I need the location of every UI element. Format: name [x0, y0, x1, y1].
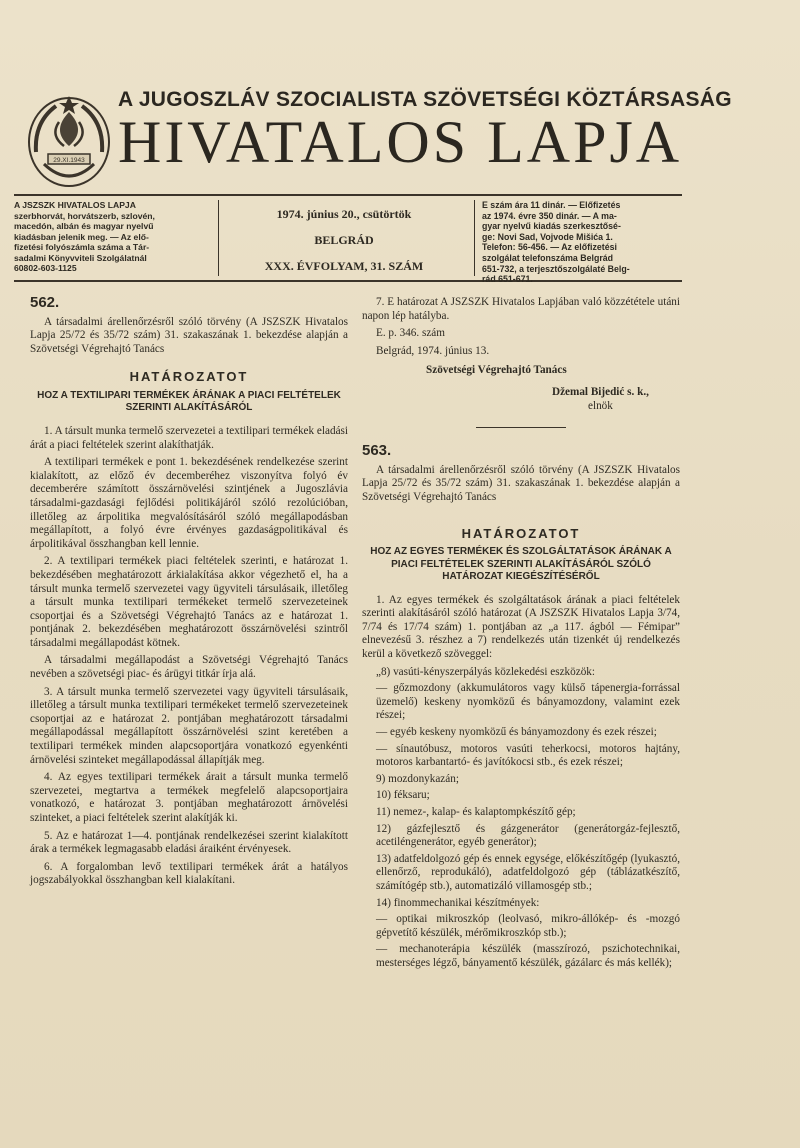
list-item: — optikai mikroszkóp (leolvasó, mikro-állókép- és -mozgó gépvetítő készülék, mérőmikroszkóp stb.);: [376, 913, 680, 939]
price-info-line: szolgálat telefonszáma Belgrád: [482, 252, 614, 263]
list-item: — gőzmozdony (akkumulátoros vagy külső tápenergia-forrással üzemelő) keskeny nyomközű és bányamozdony, valamint ezek részei;: [376, 682, 680, 722]
signatory-title: elnök: [588, 399, 613, 412]
decree-paragraph: 1. A társult munka termelő szervezetei a textilipari termékek eladási árát a piaci feltételek szerint alakíthatják.: [30, 424, 348, 451]
price-info-line: ge: Novi Sad, Vojvode Mišića 1.: [482, 231, 613, 242]
decree-heading: HATÁROZATOT: [129, 369, 249, 385]
header-rule-top: [14, 194, 682, 196]
decree-paragraph: 2. A textilipari termékek piaci feltételek szerinti, e határozat 1. bekezdésében meghatározott árkialakítása akkor végezhető el, ha a társult munka termelő szervezetei vagy ügyviteli társulásaik, illetőleg a társult munka textilipari termékeket termelő szervezeteinek csoportjai és a Szövetségi Végrehajtó Tanács az e határozat 1. pontjának 2. bekezdésében meghatározott összárnövelési szintről társadalmi megállapodást kötnek.: [30, 555, 348, 649]
list-item: — egyéb keskeny nyomközű és bányamozdony és ezek részei;: [376, 725, 657, 738]
issue-date: 1974. június 20., csütörtök: [276, 207, 412, 221]
decree-place-date: Belgrád, 1974. június 13.: [376, 344, 490, 357]
price-info-line: E szám ára 11 dinár. — Előfizetés: [482, 200, 621, 210]
list-item: „8) vasúti-kényszerpályás közlekedési eszközök:: [376, 665, 596, 678]
price-info-line: az 1974. évre 350 dinár. — A ma-: [482, 210, 617, 221]
signatory-name: Džemal Bijedić s. k.,: [552, 385, 649, 398]
decree-paragraph: 4. Az egyes textilipari termékek árait a társult munka termelő szervezetei, megtartva a termékek megfelelő alapcsoportjaira vonatkozó, e határozat 3. pontjában meghatározott árnövelési szinteket, a piaci feltételek szerint alakítják ki.: [30, 771, 348, 824]
publication-info-line: szerbhorvát, horvátszerb, szlovén,: [14, 210, 155, 221]
decree-number: 563.: [362, 442, 392, 460]
publication-info-line: sadalmi Könyvviteli Szolgálatnál: [14, 252, 147, 263]
publication-info-line: kiadásban jelenik meg. — Az elő-: [14, 231, 149, 242]
header-divider-left: [218, 200, 219, 276]
publication-info-line: fizetési folyószámla száma a Tár-: [14, 242, 150, 252]
state-emblem-icon: [26, 92, 112, 188]
decree-paragraph: A textilipari termékek e pont 1. bekezdésének rendelkezése szerint kialakított, az előző év decemberéhez viszonyítva folyó év decemberére számított összárnövelési szintjének a Jugoszlávia társadalmi-gazdasági fejlődési politikájáról szóló rezolúcióban, illetőleg az árpolitika megvalósításáról szóló megállapodásban megállapított, a folyó évre érvényes gazdaságpolitikával és árpolitikával összhangban kell lennie.: [30, 456, 348, 550]
price-info-line: rád 651-671.: [482, 274, 533, 285]
section-divider: [476, 427, 566, 428]
decree-reference: E. p. 346. szám: [376, 327, 445, 340]
decree-intro: A társadalmi árellenőrzésről szóló törvény (A JSZSZK Hivatalos Lapja 25/72 és 35/72 szám) 31. szakaszának 1. bekezdése alapján a Szövetségi Végrehajtó Tanács: [30, 315, 348, 355]
list-item: 10) féksaru;: [376, 789, 430, 802]
council-name: Szövetségi Végrehajtó Tanács: [426, 364, 567, 377]
price-info-line: Telefon: 56-456. — Az előfizetési: [482, 242, 617, 253]
list-item: — sínautóbusz, motoros vasúti teherkocsi, motoros hajtány, motoros karbantartó- és javítókocsi stb., és ezek részei;: [376, 742, 680, 769]
decree-subheading: HOZ AZ EGYES TERMÉKEK ÉS SZOLGÁLTATÁSOK ÁRÁNAK A PIACI FELTÉTELEK SZERINTI ALAKÍTÁSÁRÓL SZÓLÓ HATÁROZAT KIEGÉSZÍTÉSÉRŐL: [370, 546, 672, 583]
issue-city: BELGRÁD: [314, 233, 374, 247]
list-item: 12) gázfejlesztő és gázgenerátor (generátorgáz-fejlesztő, acetiléngenerátor, egyéb generátor);: [376, 822, 680, 849]
decree-paragraph: 6. A forgalomban levő textilipari termékek árát a hatályos jogszabályokkal összhangban kell kialakítani.: [30, 860, 348, 887]
issue-info: [222, 200, 466, 274]
list-item: 9) mozdonykazán;: [376, 772, 459, 785]
masthead-subtitle: A JUGOSZLÁV SZOCIALISTA SZÖVETSÉGI KÖZTÁRSASÁG: [118, 88, 732, 111]
list-item: — mechanoterápia készülék (masszírozó, pszichotechnikai, mesterséges légző, bányamentő készülék, gázálarc és más kellék);: [376, 943, 680, 969]
svg-text:29.XI.1943: 29.XI.1943: [53, 157, 85, 164]
price-info-line: 651-732, a terjesztőszolgálaté Belg-: [482, 263, 630, 274]
price-info: [482, 200, 682, 285]
decree-intro: A társadalmi árellenőrzésről szóló törvény (A JSZSZK Hivatalos Lapja 25/72 és 35/72 szám) 31. szakaszának 1. bekezdése alapján a Szövetségi Végrehajtó Tanács: [362, 463, 680, 503]
masthead-title: HIVATALOS LAPJA: [118, 109, 683, 175]
publication-info-line: A JSZSZK HIVATALOS LAPJA: [14, 200, 136, 210]
decree-paragraph: A társadalmi megállapodást a Szövetségi Végrehajtó Tanács nevében a szövetségi piac- és árügyi titkár írja alá.: [30, 654, 348, 681]
issue-volume: XXX. ÉVFOLYAM, 31. SZÁM: [264, 259, 424, 273]
list-item: 13) adatfeldolgozó gép és ennek egysége, előkészítőgép (lyukasztó, ellenőrző, reprodukáló), adatfeldolgozó gép (táblázatkészítő, számítógép stb.), automatizáló villamosgép stb.;: [376, 852, 680, 892]
list-item: 14) finommechanikai készítmények:: [376, 896, 540, 909]
decree-number: 562.: [30, 294, 60, 311]
decree-subheading: HOZ A TEXTILIPARI TERMÉKEK ÁRÁNAK A PIACI FELTÉTELEK SZERINTI ALAKÍTÁSÁRÓL: [37, 389, 341, 414]
publication-info-line: 60802-603-1125: [14, 263, 77, 273]
price-info-line: gyar nyelvű kiadás szerkesztősé-: [482, 221, 621, 232]
publication-info-line: macedón, albán és magyar nyelvű: [14, 221, 154, 231]
decree-heading: HATÁROZATOT: [461, 525, 581, 541]
decree-paragraph: 1. Az egyes termékek és szolgáltatások árának a piaci feltételek szerinti alakításáról szóló határozat (A JSZSZK Hivatalos Lapja 3/74, 7/74 és 17/74 szám) 1. pontjában az „a 117. ágból — Fémipar” elnevezésű 3. részhez a 7) rendelkezés után tizenkét új rendelkezés kerül a következő szöveggel:: [362, 593, 680, 660]
decree-paragraph: 3. A társult munka termelő szervezetei vagy ügyviteli társulásaik, illetőleg a társult munka textilipari termékeket termelő szervezeteinek csoportjai az e határozat 2. pontjában meghatározott társadalmi megállapodással megállapított összárnövelési szint keretében a textilipari termékek minden alapcsoportjára vonatkozó egyenkénti árnövelési szinteket megállapodással állapítják meg.: [30, 685, 348, 766]
publication-info: [14, 200, 214, 274]
list-item: 11) nemez-, kalap- és kalaptompkészítő gép;: [376, 805, 576, 818]
decree-paragraph: 5. Az e határozat 1—4. pontjának rendelkezései szerint kialakított árak a termékek legmagasabb eladási áraiként érvényesek.: [30, 829, 348, 856]
header-divider-right: [474, 200, 475, 276]
decree-paragraph: 7. E határozat A JSZSZK Hivatalos Lapjában való közzététele utáni napon lép hatályba.: [362, 296, 680, 322]
left-column: [30, 292, 348, 892]
right-column: [362, 292, 680, 973]
